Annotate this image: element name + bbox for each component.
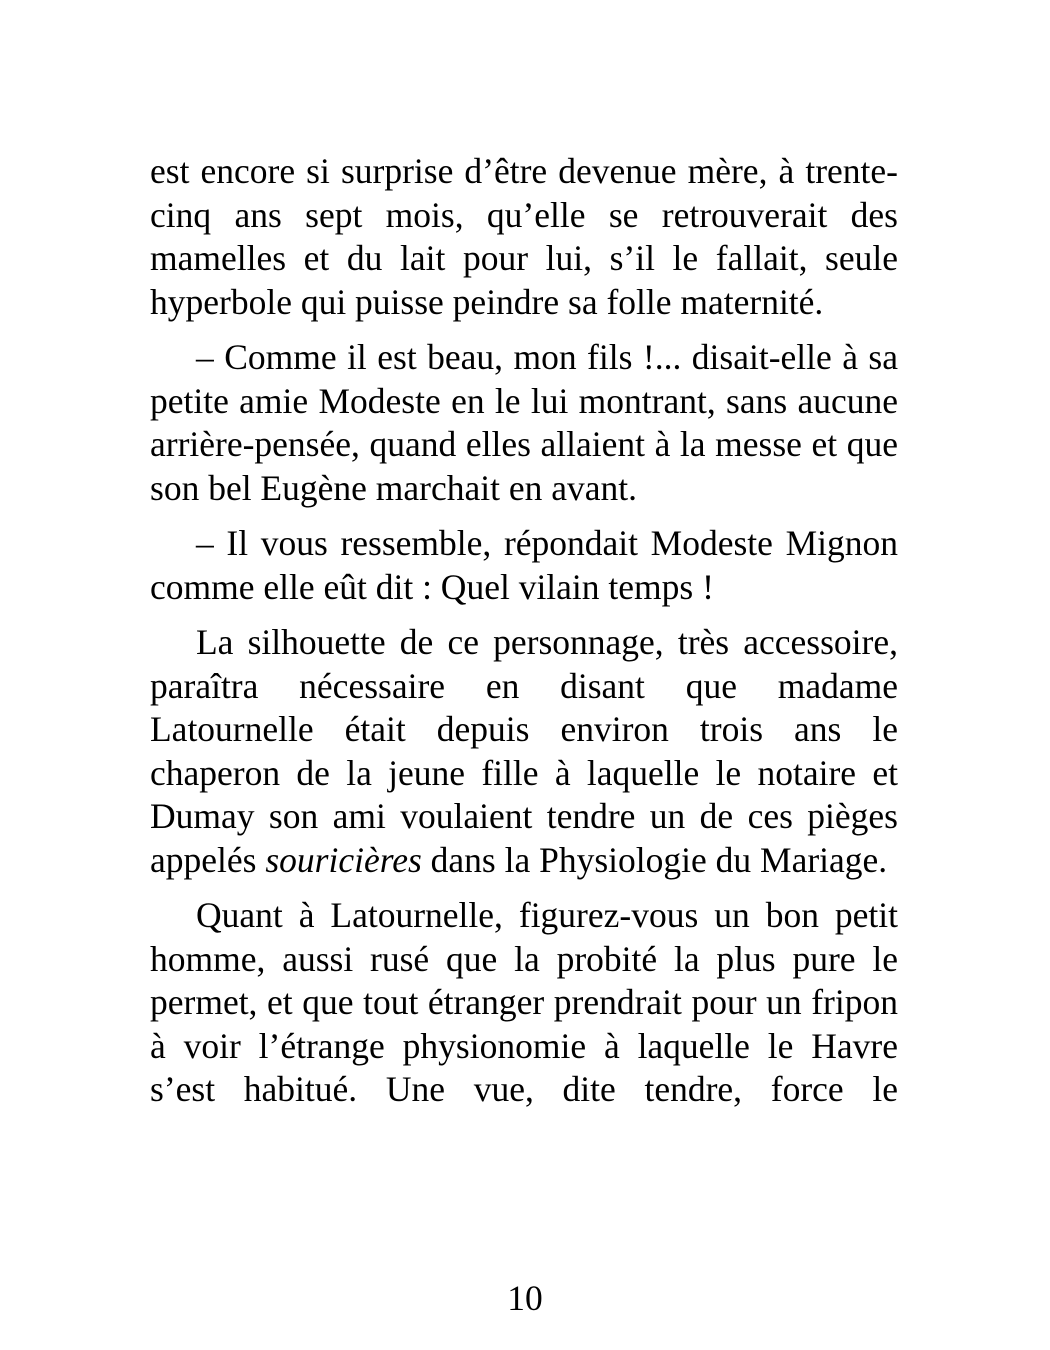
paragraph-silhouette-text: La silhouette de ce personnage, très accessoire, paraîtra nécessaire en disant que madame Latournelle était depuis environ trois ans le chaperon de la jeune fille à laquelle le notaire et Dumay son ami voulaient tendre un de ces pièges appelés — [150, 622, 898, 880]
paragraph-continuation: est encore si surprise d’être devenue mère, à trente-cinq ans sept mois, qu’elle se retrouverait des mamelles et du lait pour lui, s’il le fallait, seule hyperbole qui puisse peindre sa folle maternité. — [150, 151, 898, 322]
paragraph-dialogue-2: – Il vous ressemble, répondait Modeste Mignon comme elle eût dit : Quel vilain temps ! — [150, 523, 898, 607]
paragraph-dialogue-1: – Comme il est beau, mon fils !... disait-elle à sa petite amie Modeste en le lui montrant, sans aucune arrière-pensée, quand elles allaient à la messe et que son bel Eugène marchait en avant. — [150, 337, 898, 508]
page-number: 10 — [507, 1278, 543, 1318]
italic-term: souricières — [265, 839, 422, 880]
paragraph-silhouette-tail: dans la Physiologie du Mariage. — [421, 839, 888, 880]
body-text — [150, 150, 898, 1124]
paragraph-latournelle: Quant à Latournelle, figurez-vous un bon petit homme, aussi rusé que la probité la plus pure le permet, et que tout étranger prendrait pour un fripon à voir l’étrange physionomie à laquelle le Havre s’est habitué. Une vue, dite tendre, force le — [150, 895, 898, 1109]
paragraph-silhouette — [150, 621, 898, 882]
